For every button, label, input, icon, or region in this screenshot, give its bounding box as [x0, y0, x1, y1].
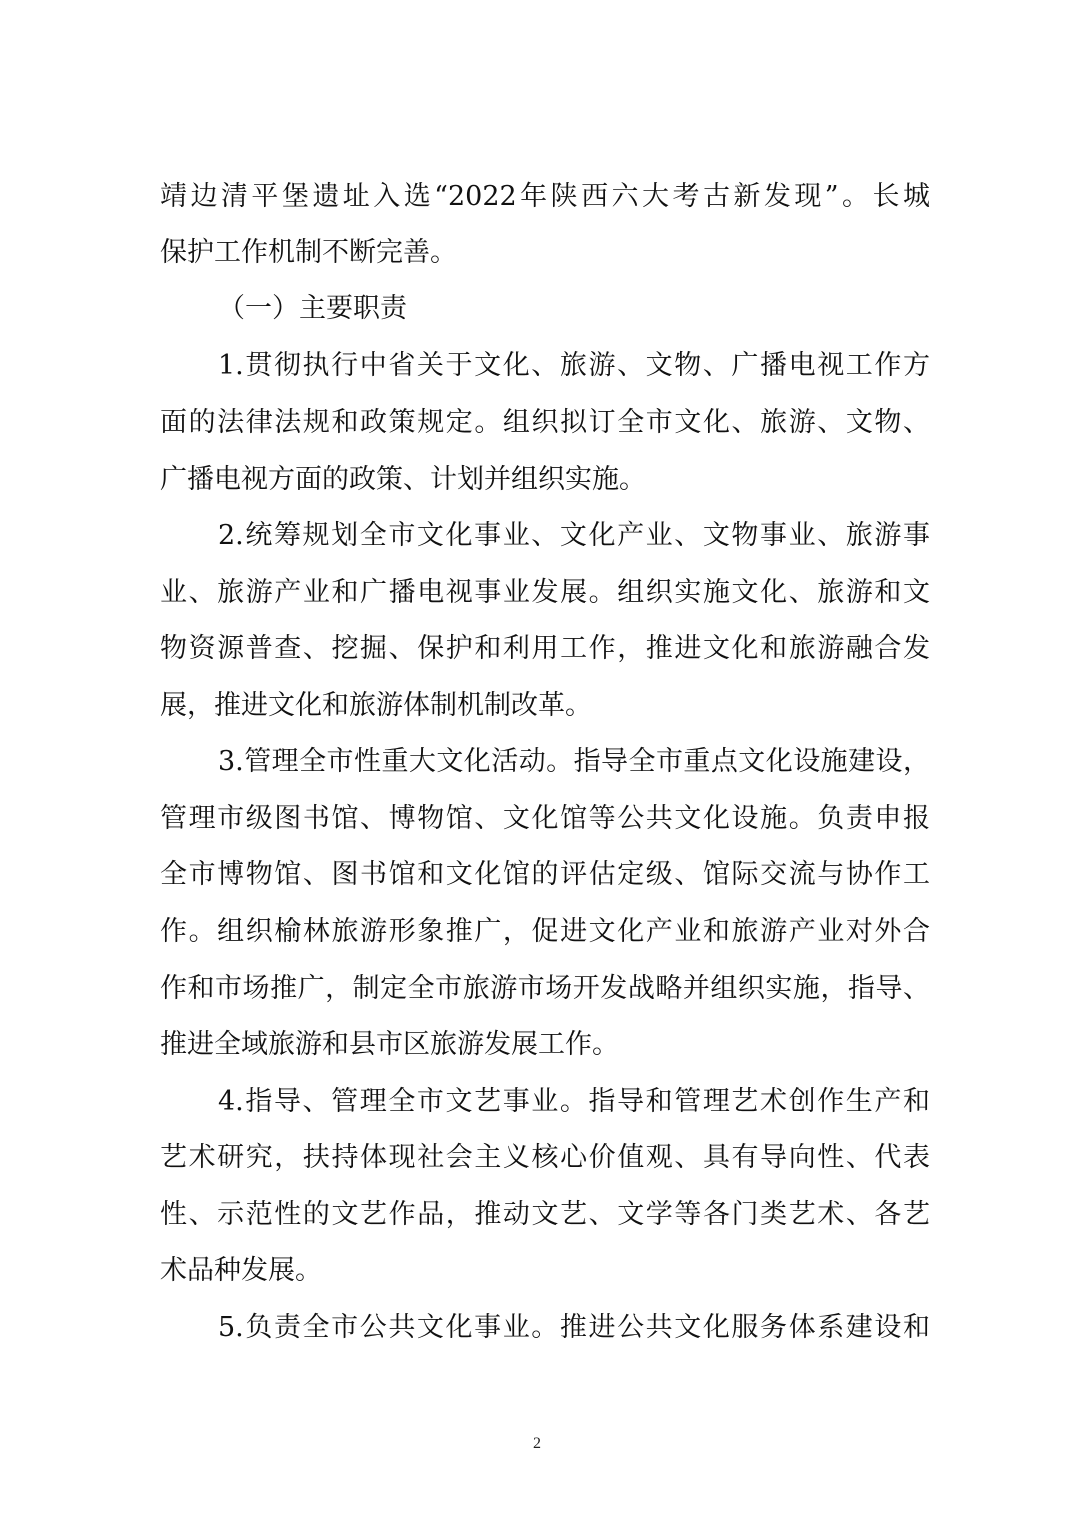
body-text-line: 艺术研究，扶持体现社会主义核心价值观、具有导向性、代表: [160, 1142, 930, 1173]
body-text-line: 面的法律法规和政策规定。组织拟订全市文化、旅游、文物、: [160, 407, 930, 438]
body-text-line: 作。组织榆林旅游形象推广，促进文化产业和旅游产业对外合: [160, 916, 930, 947]
body-text-line: 物资源普查、挖掘、保护和利用工作，推进文化和旅游融合发: [160, 633, 930, 664]
body-text-line: 作和市场推广，制定全市旅游市场开发战略并组织实施，指导、: [160, 973, 930, 1004]
body-text-line: 业、旅游产业和广播电视事业发展。组织实施文化、旅游和文: [160, 577, 930, 608]
body-text-line: 性、示范性的文艺作品，推动文艺、文学等各门类艺术、各艺: [160, 1199, 930, 1230]
body-text-line: 术品种发展。: [160, 1255, 322, 1286]
body-text-line: 保护工作机制不断完善。: [160, 237, 457, 268]
body-text-line: 5.负责全市公共文化事业。推进公共文化服务体系建设和: [218, 1312, 930, 1343]
body-text-line: 3.管理全市性重大文化活动。指导全市重点文化设施建设，: [218, 746, 930, 777]
body-text-line: 2.统筹规划全市文化事业、文化产业、文物事业、旅游事: [218, 520, 930, 551]
page-number: 2: [533, 1435, 541, 1452]
body-text-line: 管理市级图书馆、博物馆、文化馆等公共文化设施。负责申报: [160, 803, 930, 834]
section-heading: （一）主要职责: [218, 293, 407, 324]
body-text-line: 全市博物馆、图书馆和文化馆的评估定级、馆际交流与协作工: [160, 859, 930, 890]
body-text-line: 4.指导、管理全市文艺事业。指导和管理艺术创作生产和: [218, 1086, 930, 1117]
body-text-line: 推进全域旅游和县市区旅游发展工作。: [160, 1029, 619, 1060]
body-text-line: 1.贯彻执行中省关于文化、旅游、文物、广播电视工作方: [218, 350, 930, 381]
body-text-line: 展，推进文化和旅游体制机制改革。: [160, 690, 592, 721]
body-text-line: 广播电视方面的政策、计划并组织实施。: [160, 464, 646, 495]
body-text-line: 靖边清平堡遗址入选“2022年陕西六大考古新发现”。长城: [160, 181, 930, 212]
